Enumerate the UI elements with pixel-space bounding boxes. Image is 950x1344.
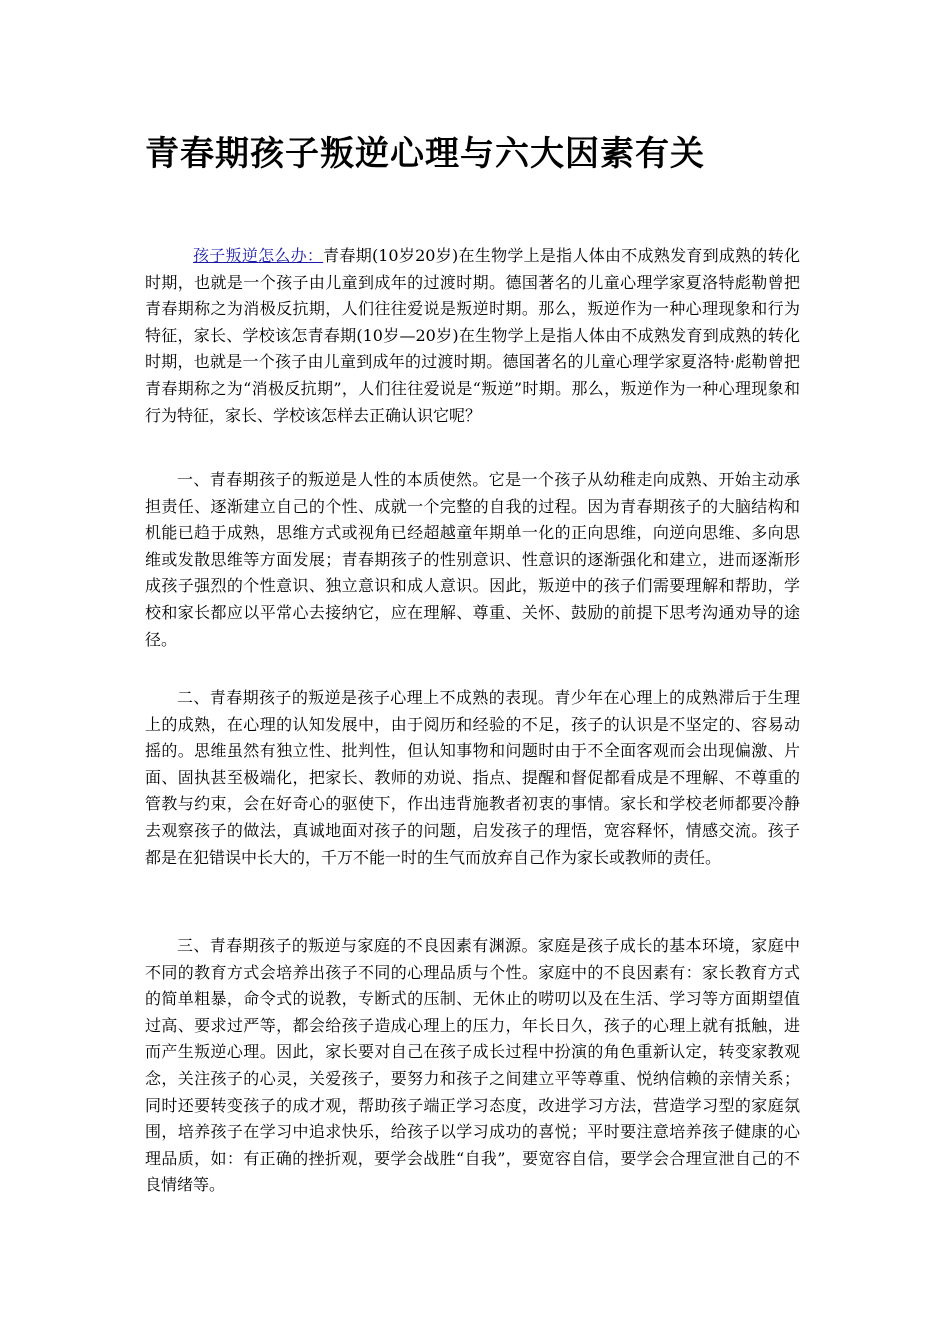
paragraph-3: 三、青春期孩子的叛逆与家庭的不良因素有渊源。家庭是孩子成长的基本环境，家庭中不同的教育方式会培养出孩子不同的心理品质与个性。家庭中的不良因素有：家长教育方式的简单粗暴，命令式的说教，专断式的压制、无休止的唠叨以及在生活、学习等方面期望值过高、要求过严等，都会给孩子造成心理上的压力，年长日久，孩子的心理上就有抵触，进而产生叛逆心理。因此，家长要对自己在孩子成长过程中扮演的角色重新认定，转变家教观念，关注孩子的心灵，关爱孩子，要努力和孩子之间建立平等尊重、悦纳信赖的亲情关系；同时还要转变孩子的成才观，帮助孩子端正学习态度，改进学习方法，营造学习型的家庭氛围，培养孩子在学习中追求快乐，给孩子以学习成功的喜悦；平时要注意培养孩子健康的心理品质，如：有正确的挫折观，要学会战胜“自我”，要宽容自信，要学会合理宣泄自己的不良情绪等。 [145, 936, 800, 1195]
document-title: 青春期孩子叛逆心理与六大因素有关 [145, 134, 705, 174]
paragraph-2: 二、青春期孩子的叛逆是孩子心理上不成熟的表现。青少年在心理上的成熟滞后于生理上的成熟，在心理的认知发展中，由于阅历和经验的不足，孩子的认识是不坚定的、容易动摇的。思维虽然有独立性、批判性，但认知事物和问题时由于不全面客观而会出现偏激、片面、固执甚至极端化，把家长、教师的劝说、指点、提醒和督促都看成是不理解、不尊重的管教与约束，会在好奇心的驱使下，作出违背施教者初衷的事情。家长和学校老师都要冷静去观察孩子的做法，真诚地面对孩子的问题，启发孩子的理悟，宽容释怀，情感交流。孩子都是在犯错误中长大的，千万不能一时的生气而放弃自己作为家长或教师的责任。 [145, 688, 800, 867]
intro-text: 青春期(10岁20岁)在生物学上是指人体由不成熟发育到成熟的转化时期，也就是一个孩子由儿童到成年的过渡时期。德国著名的儿童心理学家夏洛特彪勒曾把青春期称之为消极反抗期，人们往往爱说是叛逆时期。那么，叛逆作为一种心理现象和行为特征，家长、学校该怎青春期(10岁—20岁)在生物学上是指人体由不成熟发育到成熟的转化时期，也就是一个孩子由儿童到成年的过渡时期。德国著名的儿童心理学家夏洛特·彪勒曾把青春期称之为“消极反抗期”，人们往往爱说是“叛逆”时期。那么，叛逆作为一种心理现象和行为特征，家长、学校该怎样去正确认识它呢？ [145, 246, 800, 425]
lead-link[interactable]: 孩子叛逆怎么办： [193, 246, 324, 265]
intro-paragraph [145, 243, 800, 429]
paragraph-1: 一、青春期孩子的叛逆是人性的本质使然。它是一个孩子从幼稚走向成熟、开始主动承担责任、逐渐建立自己的个性、成就一个完整的自我的过程。因为青春期孩子的大脑结构和机能已趋于成熟，思维方式或视角已经超越童年期单一化的正向思维，向逆向思维、多向思维或发散思维等方面发展；青春期孩子的性别意识、性意识的逐渐强化和建立，进而逐渐形成孩子强烈的个性意识、独立意识和成人意识。因此，叛逆中的孩子们需要理解和帮助，学校和家长都应以平常心去接纳它，应在理解、尊重、关怀、鼓励的前提下思考沟通劝导的途径。 [145, 470, 800, 649]
